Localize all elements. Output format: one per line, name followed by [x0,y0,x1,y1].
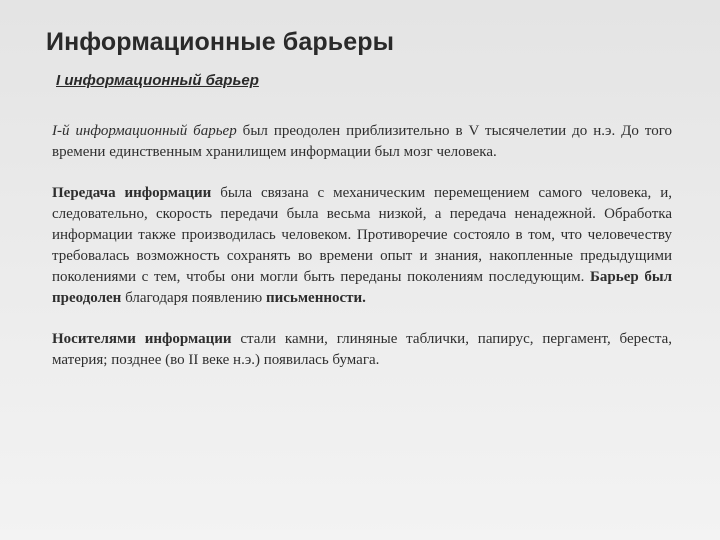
slide-title: Информационные барьеры [46,28,395,56]
carriers-heading: Носителями информации [52,331,232,347]
first-barrier-text: был преодолен приблизительно в V тысячелетии до н.э. До того времени единственным хранилищем информации был мозг человека. [52,123,673,160]
transmission-heading: Передача информации [52,185,212,201]
slide-body [40,121,672,371]
first-barrier-emphasis: I-й информационный барьер [52,123,237,139]
barrier-overcome-text: Барьер был преодолен [52,269,672,306]
section-subtitle: I информационный барьер [56,72,259,89]
paragraph-carriers [40,329,672,371]
transmission-text: была связана с механическим перемещением самого человека, и, следовательно, скорость передачи была весьма низкой, а передача ненадежной. Обработка информации также производилась человеком. Противоречие состояло в том, что человечеству требовалась возможность сохранять во времени опыт и знания, накопленные предыдущими поколениями с тем, чтобы они могли быть переданы поколениям последующим. [52,185,672,285]
thanks-to-text: благодаря появлению [121,290,266,306]
writing-text: письменности. [265,290,366,306]
paragraph-first-barrier [40,121,672,163]
carriers-text: стали камни, глиняные таблички, папирус, пергамент, береста, материя; позднее (во II веке н.э.) появилась бумага. [52,331,672,368]
paragraph-transmission [40,183,672,309]
